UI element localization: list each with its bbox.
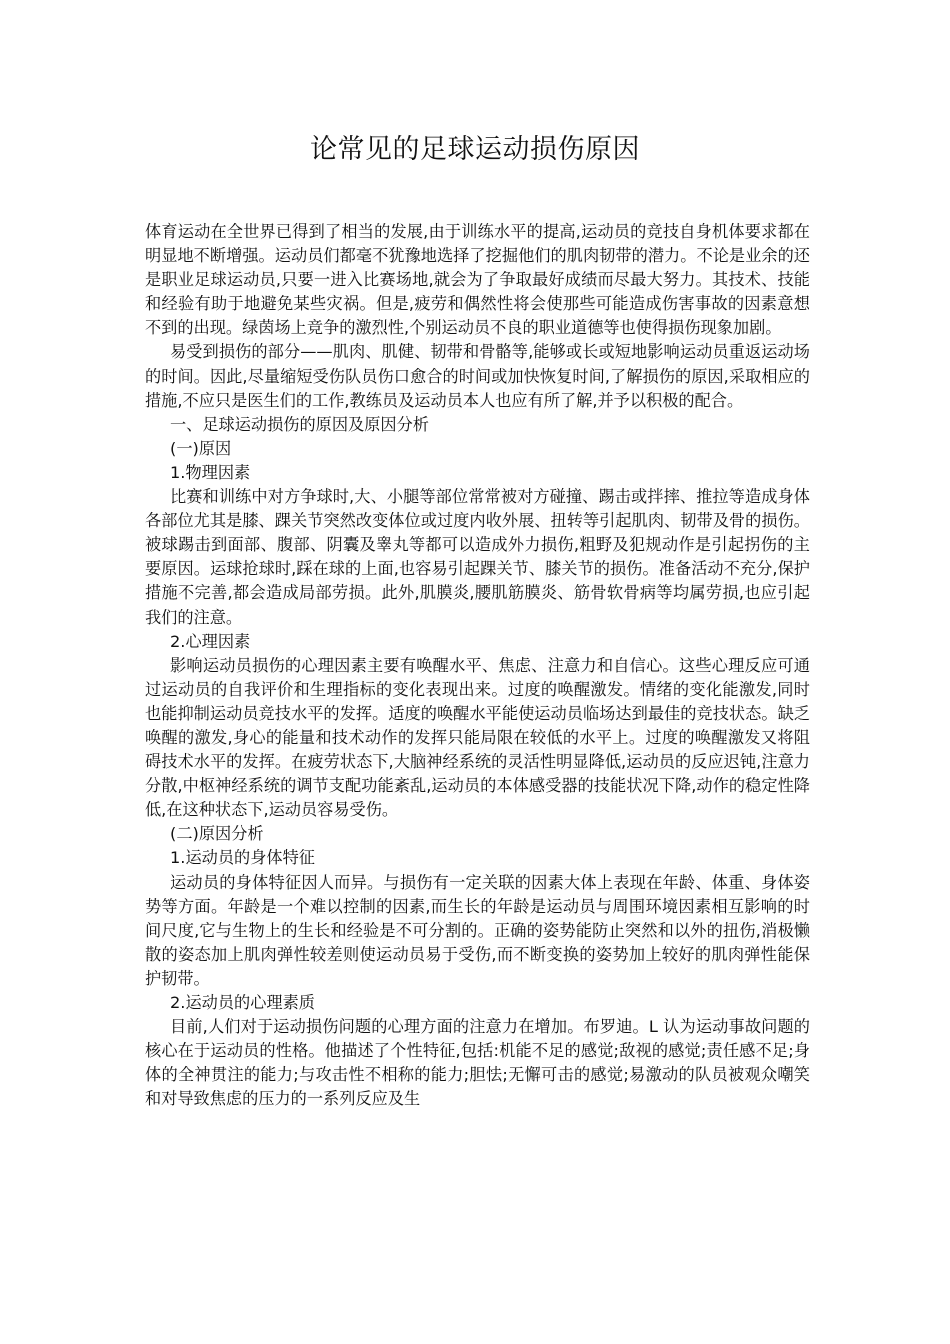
paragraph: 1.运动员的身体特征 xyxy=(170,848,315,868)
paragraph: 影响运动员损伤的心理因素主要有唤醒水平、焦虑、注意力和自信心。这些心理反应可通过运动员的自我评价和生理指标的变化表现出来。过度的唤醒激发。情绪的变化能激发,同时也能抑制运动员竞技水平的发挥。适度的唤醒水平能使运动员临场达到最佳的竞技状态。缺乏唤醒的激发,身心的能量和技术动作的发挥只能局限在较低的水平上。过度的唤醒激发又将阻碍技术水平的发挥。在疲劳状态下,大脑神经系统的灵活性明显降低,运动员的反应迟钝,注意力分散,中枢神经系统的调节支配功能紊乱,运动员的本体感受器的技能状况下降,动作的稳定性降低,在这种状态下,运动员容易受伤。 xyxy=(145,655,810,820)
paragraph: 运动员的身体特征因人而异。与损伤有一定关联的因素大体上表现在年龄、体重、身体姿势等方面。年龄是一个难以控制的因素,而生长的年龄是运动员与周围环境因素相互影响的时间尺度,它与生物上的生长和经验是不可分割的。正确的姿势能防止突然和以外的扭伤,消极懒散的姿态加上肌肉弹性较差则使运动员易于受伤,而不断变换的姿势加上较好的肌肉弹性能保护韧带。 xyxy=(145,872,810,988)
paragraph: 体育运动在全世界已得到了相当的发展,由于训练水平的提高,运动员的竞技自身机体要求都在明显地不断增强。运动员们都毫不犹豫地选择了挖掘他们的肌肉韧带的潜力。不论是业余的还是职业足球运动员,只要一进入比赛场地,就会为了争取最好成绩而尽最大努力。其技术、技能和经验有助于地避免某些灾祸。但是,疲劳和偶然性将会使那些可能造成伤害事故的因素意想不到的出现。绿茵场上竞争的激烈性,个别运动员不良的职业道德等也使得损伤现象加剧。 xyxy=(145,222,810,338)
paragraph: (二)原因分析 xyxy=(170,824,264,844)
paragraph: 易受到损伤的部分——肌肉、肌健、韧带和骨骼等,能够或长或短地影响运动员重返运动场的时间。因此,尽量缩短受伤队员伤口愈合的时间或加快恢复时间,了解损伤的原因,采取相应的措施,不应只是医生们的工作,教练员及运动员本人也应有所了解,并予以积极的配合。 xyxy=(145,342,810,410)
paragraph: 2.心理因素 xyxy=(170,631,251,651)
paragraph: 一、足球运动损伤的原因及原因分析 xyxy=(170,414,429,434)
paragraph: (一)原因 xyxy=(170,438,232,458)
document-body xyxy=(145,220,810,1111)
paragraph: 目前,人们对于运动损伤问题的心理方面的注意力在增加。布罗迪。L 认为运动事故问题的核心在于运动员的性格。他描述了个性特征,包括:机能不足的感觉;敌视的感觉;责任感不足;身体的全神贯注的能力;与攻击性不相称的能力;胆怯;无懈可击的感觉;易激动的队员被观众嘲笑和对导致焦虑的压力的一系列反应及生 xyxy=(145,1017,810,1109)
paragraph: 2.运动员的心理素质 xyxy=(170,993,315,1012)
document-title: 论常见的足球运动损伤原因 xyxy=(310,134,640,165)
paragraph: 1.物理因素 xyxy=(170,462,251,482)
paragraph: 比赛和训练中对方争球时,大、小腿等部位常常被对方碰撞、踢击或拌摔、推拉等造成身体各部位尤其是膝、踝关节突然改变体位或过度内收外展、扭转等引起肌肉、韧带及骨的损伤。被球踢击到面部、腹部、阴囊及睾丸等都可以造成外力损伤,粗野及犯规动作是引起拐伤的主要原因。运球抢球时,踩在球的上面,也容易引起踝关节、膝关节的损伤。准备活动不充分,保护措施不完善,都会造成局部劳损。此外,肌膜炎,腰肌筋膜炎、筋骨软骨病等均属劳损,也应引起我们的注意。 xyxy=(145,487,810,627)
